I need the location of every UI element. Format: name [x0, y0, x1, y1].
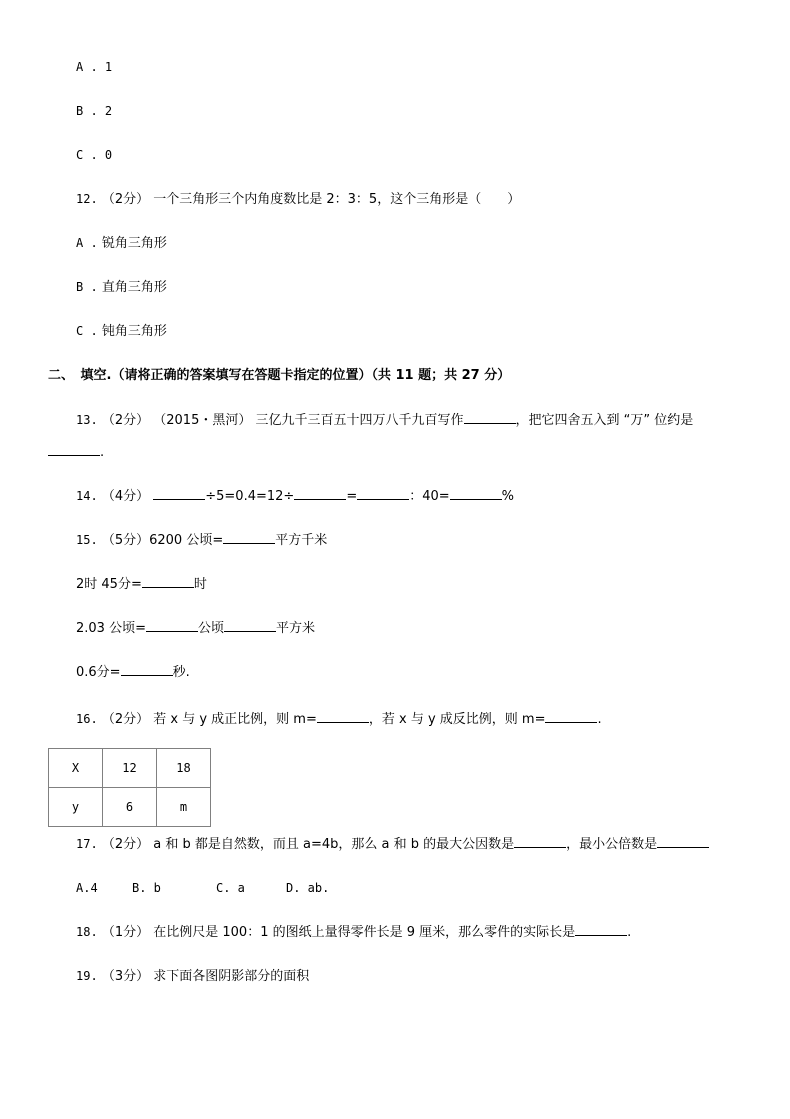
answer-blank[interactable] — [294, 487, 346, 500]
question-text: ，把它四舍五入到 “万” 位约是 — [515, 413, 694, 428]
question-14 — [76, 487, 514, 506]
answer-blank[interactable] — [357, 487, 409, 500]
answer-blank[interactable] — [153, 487, 205, 500]
question-text: 2.03 公顷= — [76, 621, 146, 636]
option-letter: B . — [76, 104, 98, 118]
table-cell: 12 — [103, 749, 157, 788]
answer-blank[interactable] — [224, 619, 276, 632]
option-letter: B . — [76, 280, 98, 294]
question-13-continued — [48, 443, 104, 462]
question-text: 时 — [193, 577, 207, 592]
question-text: ，最小公倍数是 — [566, 837, 658, 852]
answer-blank[interactable] — [514, 835, 566, 848]
question-score: （2分） — [101, 192, 150, 207]
q12-option-c — [76, 322, 167, 341]
table-row — [49, 749, 211, 788]
option-b: B. b — [132, 881, 161, 895]
question-text: ：40= — [409, 489, 450, 504]
question-17 — [76, 835, 709, 854]
question-12 — [76, 190, 520, 209]
question-number: 16. — [76, 712, 98, 726]
answer-blank[interactable] — [545, 710, 597, 723]
question-text: 0.6分= — [76, 665, 121, 680]
question-13 — [76, 411, 693, 430]
question-number: 12. — [76, 192, 98, 206]
table-cell: 6 — [103, 788, 157, 827]
answer-blank[interactable] — [464, 411, 516, 424]
table-cell: m — [157, 788, 211, 827]
option-letter: C . — [76, 148, 98, 162]
table-cell: X — [49, 749, 103, 788]
question-score: （2分） — [101, 413, 150, 428]
table-row — [49, 788, 211, 827]
answer-blank[interactable] — [575, 923, 627, 936]
option-a: A.4 — [76, 881, 98, 895]
answer-blank[interactable] — [146, 619, 198, 632]
section-heading: 二、 填空.（请将正确的答案填写在答题卡指定的位置）（共 11 题；共 27 分） — [48, 368, 511, 383]
option-letter: A . — [76, 60, 98, 74]
question-15-line-2 — [76, 575, 207, 594]
option-text: 直角三角形 — [101, 280, 167, 295]
question-text: 秒. — [172, 665, 190, 680]
answer-blank[interactable] — [450, 487, 502, 500]
question-score: （2分） — [101, 837, 150, 852]
question-score: （3分） — [101, 969, 150, 984]
question-text: 求下面各图阴影部分的面积 — [153, 969, 310, 984]
question-number: 17. — [76, 837, 98, 851]
question-text: ÷5=0.4=12÷ — [205, 489, 295, 504]
punctuation: . — [627, 925, 632, 940]
question-text: 公顷 — [197, 621, 224, 636]
table-cell: y — [49, 788, 103, 827]
answer-blank[interactable] — [142, 575, 194, 588]
q11-option-c — [76, 146, 112, 164]
question-text: 三亿九千三百五十四万八千九百写作 — [255, 413, 464, 428]
question-18 — [76, 923, 631, 942]
question-number: 19. — [76, 969, 98, 983]
question-score: （2分） — [101, 712, 150, 727]
question-score: （1分） — [101, 925, 150, 940]
q11-option-b — [76, 102, 112, 120]
question-text: ，若 x 与 y 成反比例，则 m= — [368, 712, 546, 727]
answer-blank[interactable] — [48, 443, 100, 456]
option-letter: A . — [76, 236, 98, 250]
option-text: 2 — [104, 104, 113, 118]
table-cell: 18 — [157, 749, 211, 788]
punctuation: . — [100, 445, 105, 460]
question-score: （4分） — [101, 489, 150, 504]
question-16 — [76, 710, 602, 729]
q17-options — [76, 879, 329, 897]
question-text: % — [501, 489, 515, 504]
question-text: 2时 45分= — [76, 577, 142, 592]
question-text: 平方米 — [276, 621, 316, 636]
option-d: D. ab. — [286, 881, 330, 895]
question-19 — [76, 967, 309, 986]
answer-blank[interactable] — [223, 531, 275, 544]
question-text: 一个三角形三个内角度数比是 2：3：5，这个三角形是（ ） — [153, 192, 521, 207]
question-15-line-4 — [76, 663, 190, 682]
q16-table — [48, 748, 211, 827]
question-text: 平方千米 — [275, 533, 328, 548]
option-text: 钝角三角形 — [101, 324, 167, 339]
q12-option-a — [76, 234, 167, 253]
question-text: = — [346, 489, 358, 504]
question-15-line-3 — [76, 619, 315, 638]
question-number: 18. — [76, 925, 98, 939]
question-number: 13. — [76, 413, 98, 427]
question-number: 14. — [76, 489, 98, 503]
q11-option-a — [76, 58, 112, 76]
question-15 — [76, 531, 327, 550]
question-text: a 和 b 都是自然数，而且 a=4b，那么 a 和 b 的最大公因数是 — [153, 837, 515, 852]
option-letter: C . — [76, 324, 98, 338]
q12-option-b — [76, 278, 167, 297]
question-text: 在比例尺是 100：1 的图纸上量得零件长是 9 厘米，那么零件的实际长是 — [153, 925, 576, 940]
option-text: 1 — [104, 60, 113, 74]
question-number: 15. — [76, 533, 98, 547]
question-text: 若 x 与 y 成正比例，则 m= — [153, 712, 317, 727]
answer-blank[interactable] — [657, 835, 709, 848]
question-source: （2015・黑河） — [153, 413, 252, 428]
option-text: 0 — [104, 148, 113, 162]
option-c: C. a — [216, 881, 245, 895]
answer-blank[interactable] — [121, 663, 173, 676]
option-text: 锐角三角形 — [101, 236, 167, 251]
punctuation: . — [597, 712, 602, 727]
question-text: 6200 公顷= — [149, 533, 224, 548]
question-score: （5分） — [101, 533, 150, 548]
answer-blank[interactable] — [317, 710, 369, 723]
